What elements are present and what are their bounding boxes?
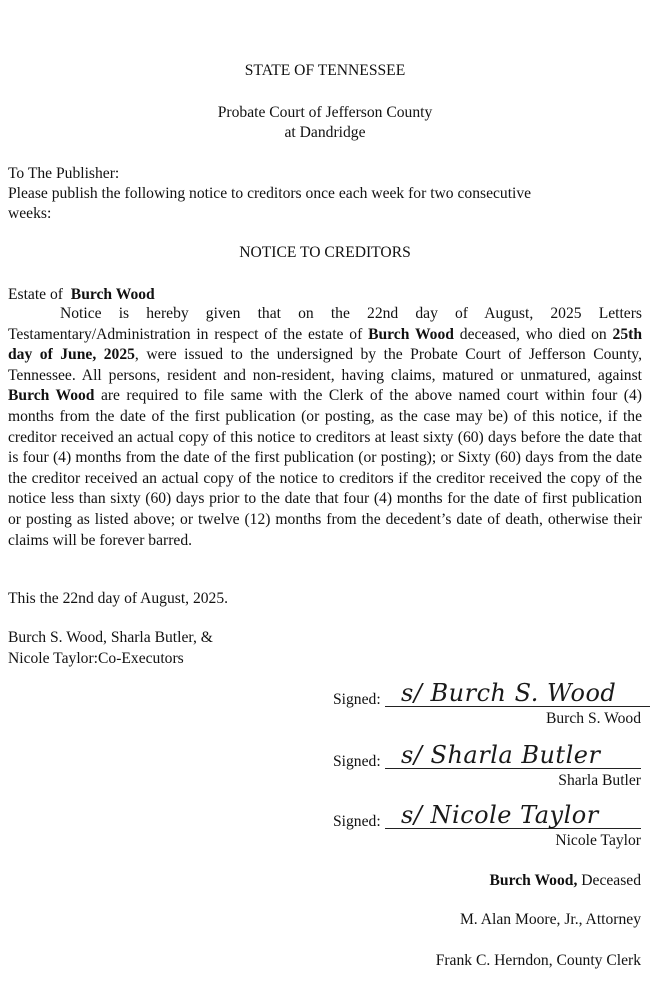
body-part-3: , were issued to the undersigned by the Probate Court of Jefferson County, Tennessee. All persons, resident and non-resident, having claims, matured or unmatured, against (8, 346, 642, 384)
body-part-4: are required to file same with the Clerk of the above named court within four (4) months from the date of the first publication (or posting, as the case may be) of this notice, if the creditor received an actual copy of this notice to creditors at least sixty (60) days before the date that is four (4) months from the date of the first publication (or posting); or Sixty (60) days from the date the creditor received an actual copy of the notice to creditors if the creditor received the copy of the notice less than sixty (60) days prior to the date that four (4) months for the date of first publication or posting as listed above; or twelve (12) months from the decedent’s date of death, otherwise their claims will be forever barred. (8, 387, 642, 549)
signed-label: Signed: (333, 691, 381, 708)
date-line: This the 22nd day of August, 2025. (8, 590, 229, 607)
notice-body (8, 304, 642, 551)
signed-label: Signed: (333, 813, 381, 830)
attorney-line: M. Alan Moore, Jr., Attorney (459, 911, 641, 928)
estate-prefix: Estate of (8, 286, 63, 303)
estate-line (8, 286, 155, 304)
printed-name: Burch S. Wood (545, 710, 641, 727)
court-name: Probate Court of Jefferson County (217, 104, 433, 121)
publisher-request-line2: weeks: (8, 205, 52, 222)
printed-name: Nicole Taylor (555, 832, 641, 849)
handwritten-signature: s/ Burch S. Wood (401, 679, 617, 707)
publisher-request-line1: Please publish the following notice to creditors once each week for two consecutive (8, 185, 532, 202)
state-heading: STATE OF TENNESSEE (244, 62, 406, 79)
decedent-name-2: Burch Wood (8, 387, 95, 405)
publisher-salutation: To The Publisher: (8, 165, 120, 182)
deceased-label: Deceased (577, 872, 641, 889)
executors-line2: Nicole Taylor:Co-Executors (8, 650, 184, 667)
notice-title: NOTICE TO CREDITORS (239, 244, 411, 261)
deceased-name: Burch Wood, (489, 872, 578, 889)
printed-name: Sharla Butler (558, 772, 641, 789)
body-part-1: Notice is hereby given that on the 22nd day of August, 2025 Letters Testamentary/Administration in respect of the estate of (8, 305, 642, 343)
death-date: 25th day of June, 2025 (8, 325, 642, 364)
clerk-line: Frank C. Herndon, County Clerk (435, 952, 641, 969)
body-part-2: deceased, who died on (453, 325, 613, 343)
court-location: at Dandridge (284, 124, 366, 141)
decedent-name-1: Burch Wood (368, 325, 454, 343)
deceased-line (490, 872, 641, 890)
signed-label: Signed: (333, 753, 381, 770)
handwritten-signature: s/ Nicole Taylor (401, 801, 599, 829)
handwritten-signature: s/ Sharla Butler (401, 741, 601, 769)
estate-name: Burch Wood (70, 286, 155, 303)
executors-line1: Burch S. Wood, Sharla Butler, & (8, 629, 213, 646)
